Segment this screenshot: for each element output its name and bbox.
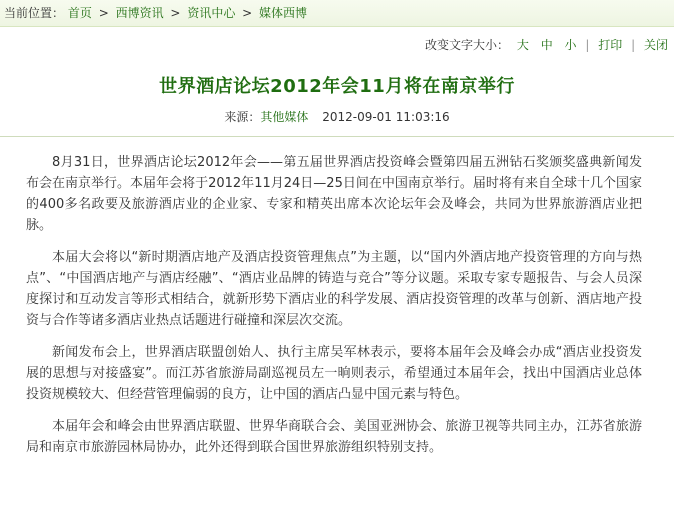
article-paragraph: 新闻发布会上，世界酒店联盟创始人、执行主席吴军林表示，要将本届年会及峰会办成“酒店业投资发展的思想与对接盛宴”。而江苏省旅游局副巡视员左一晌则表示，希望通过本届年会，找出中国酒店业总体投资规模较大、但经营管理偏弱的良方，让中国的酒店凸显中国元素与特色。	[26, 345, 642, 402]
article-meta	[0, 108, 674, 125]
breadcrumb	[0, 0, 674, 27]
article-title: 世界酒店论坛2012年会11月将在南京举行	[159, 76, 515, 97]
font-medium-button[interactable]: 中	[540, 38, 553, 52]
breadcrumb-separator: >	[170, 6, 181, 20]
print-button[interactable]: 打印	[598, 38, 623, 52]
article-body	[26, 152, 642, 469]
breadcrumb-xibo-news-link[interactable]: 西博资讯	[115, 6, 164, 20]
article-paragraph: 本届大会将以“新时期酒店地产及酒店投资管理焦点”为主题，以“国内外酒店地产投资管理的方向与热点”、“中国酒店地产与酒店经融”、“酒店业品牌的铸造与竞合”等分议题。采取专家专题报告、与会人员深度探讨和互动发言等形式相结合，就新形势下酒店业的科学发展、酒店投资管理的改革与创新、酒店地产投资与合作等诸多酒店业热点话题进行碰撞和深层次交流。	[26, 250, 642, 328]
divider	[0, 136, 674, 137]
text-size-toolbar	[425, 36, 672, 53]
toolbar-divider: |	[631, 38, 636, 52]
publish-timestamp: 2012-09-01 11:03:16	[322, 110, 450, 124]
breadcrumb-separator: >	[98, 6, 109, 20]
text-size-label: 改变文字大小：	[425, 38, 510, 52]
font-large-button[interactable]: 大	[516, 38, 529, 52]
breadcrumb-home-link[interactable]: 首页	[67, 6, 92, 20]
source-link[interactable]: 其他媒体	[260, 110, 309, 124]
close-button[interactable]: 关闭	[643, 38, 668, 52]
article-paragraph: 本届年会和峰会由世界酒店联盟、世界华商联合会、美国亚洲协会、旅游卫视等共同主办，江苏省旅游局和南京市旅游园林局协办，此外还得到联合国世界旅游组织特别支持。	[26, 419, 642, 455]
breadcrumb-media-link[interactable]: 媒体西博	[259, 6, 308, 20]
source-label: 来源：	[224, 110, 261, 124]
breadcrumb-prefix: 当前位置：	[4, 6, 65, 20]
font-small-button[interactable]: 小	[564, 38, 577, 52]
breadcrumb-news-center-link[interactable]: 资讯中心	[187, 6, 236, 20]
breadcrumb-separator: >	[242, 6, 253, 20]
article-paragraph: 8月31日，世界酒店论坛2012年会——第五届世界酒店投资峰会暨第四届五洲钻石奖颁奖盛典新闻发布会在南京举行。本届年会将于2012年11月24日—25日间在中国南京举行。届时将有来自全球十几个国家的400多名政要及旅游酒店业的企业家、专家和精英出席本次论坛年会及峰会，共同为世界旅游酒店业把脉。	[26, 155, 642, 233]
toolbar-divider: |	[585, 38, 590, 52]
